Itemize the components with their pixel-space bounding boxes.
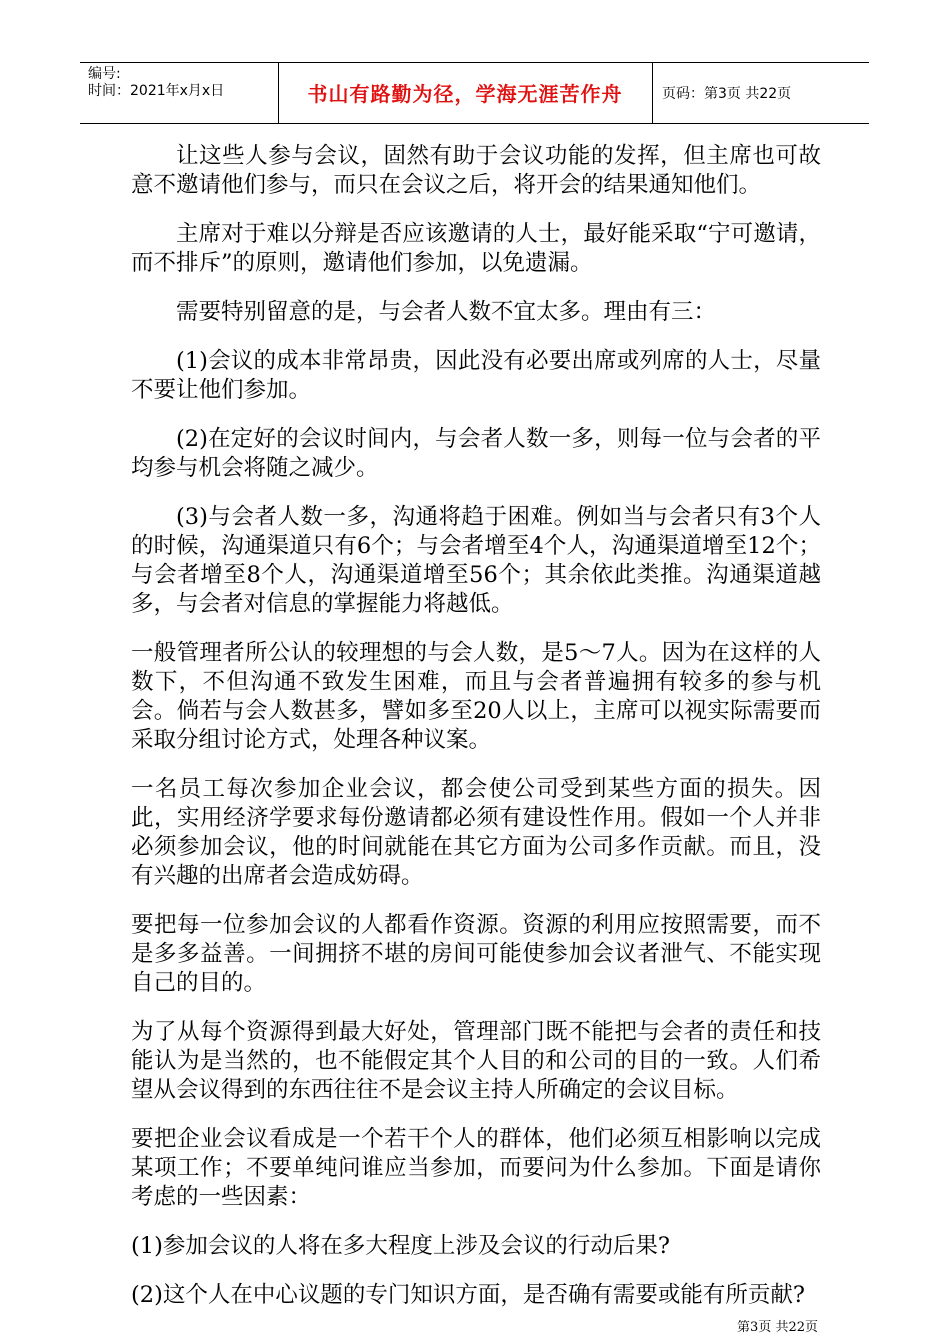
header-bottom-rule [80, 123, 869, 124]
paragraph: 需要特别留意的是，与会者人数不宜太多。理由有三： [176, 299, 717, 325]
paragraph: 主席对于难以分辩是否应该邀请的人士，最好能采取“宁可邀请，而不排斥”的原则，邀请他们参加，以免遗漏。 [131, 221, 821, 276]
paragraph: 为了从每个资源得到最大好处，管理部门既不能把与会者的责任和技能认为是当然的，也不能假定其个人目的和公司的目的一致。人们希望从会议得到的东西往往不是会议主持人所确定的会议目标。 [131, 1019, 821, 1103]
paragraph: (1)参加会议的人将在多大程度上涉及会议的行动后果? [131, 1233, 670, 1259]
document-body [131, 142, 821, 1330]
footer-page-number: 第3页 共22页 [737, 1320, 818, 1335]
header-meta [88, 66, 224, 100]
paragraph: 一般管理者所公认的较理想的与会人数，是5～7人。因为在这样的人数下，不但沟通不致发生困难，而且与会者普遍拥有较多的参与机会。倘若与会人数甚多，譬如多至20人以上，主席可以视实际需要而采取分组讨论方式，处理各种议案。 [131, 640, 821, 753]
paragraph: 一名员工每次参加企业会议，都会使公司受到某些方面的损失。因此，实用经济学要求每份邀请都必须有建设性作用。假如一个人并非必须参加会议，他的时间就能在其它方面为公司多作贡献。而且，没有兴趣的出席者会造成妨碍。 [131, 776, 821, 889]
paragraph: (3)与会者人数一多，沟通将趋于困难。例如当与会者只有3个人的时候，沟通渠道只有6个；与会者增至4个人，沟通渠道增至12个；与会者增至8个人，沟通渠道增至56个；其余依此类推。沟通渠道越多，与会者对信息的掌握能力将越低。 [131, 504, 821, 617]
header-motto: 书山有路勤为径，学海无涯苦作舟 [307, 82, 623, 106]
paragraph: 要把每一位参加会议的人都看作资源。资源的利用应按照需要，而不是多多益善。一间拥挤不堪的房间可能使参加会议者泄气、不能实现自己的目的。 [131, 912, 821, 996]
paragraph: 让这些人参与会议，固然有助于会议功能的发挥，但主席也可故意不邀请他们参与，而只在会议之后，将开会的结果通知他们。 [131, 143, 821, 198]
document-time: 时间：2021年x月x日 [88, 83, 225, 99]
paragraph: (2)这个人在中心议题的专门知识方面，是否确有需要或能有所贡献? [131, 1282, 805, 1308]
document-code-label: 编号: [88, 66, 121, 82]
paragraph: (2)在定好的会议时间内，与会者人数一多，则每一位与会者的平均参与机会将随之减少。 [131, 426, 821, 481]
paragraph: (1)会议的成本非常昂贵，因此没有必要出席或列席的人士，尽量不要让他们参加。 [131, 348, 821, 403]
paragraph: 要把企业会议看成是一个若干个人的群体，他们必须互相影响以完成某项工作；不要单纯问谁应当参加，而要问为什么参加。下面是请你考虑的一些因素： [131, 1126, 821, 1210]
header-page-info: 页码：第3页 共22页 [662, 85, 792, 102]
header-divider-2 [652, 62, 653, 123]
